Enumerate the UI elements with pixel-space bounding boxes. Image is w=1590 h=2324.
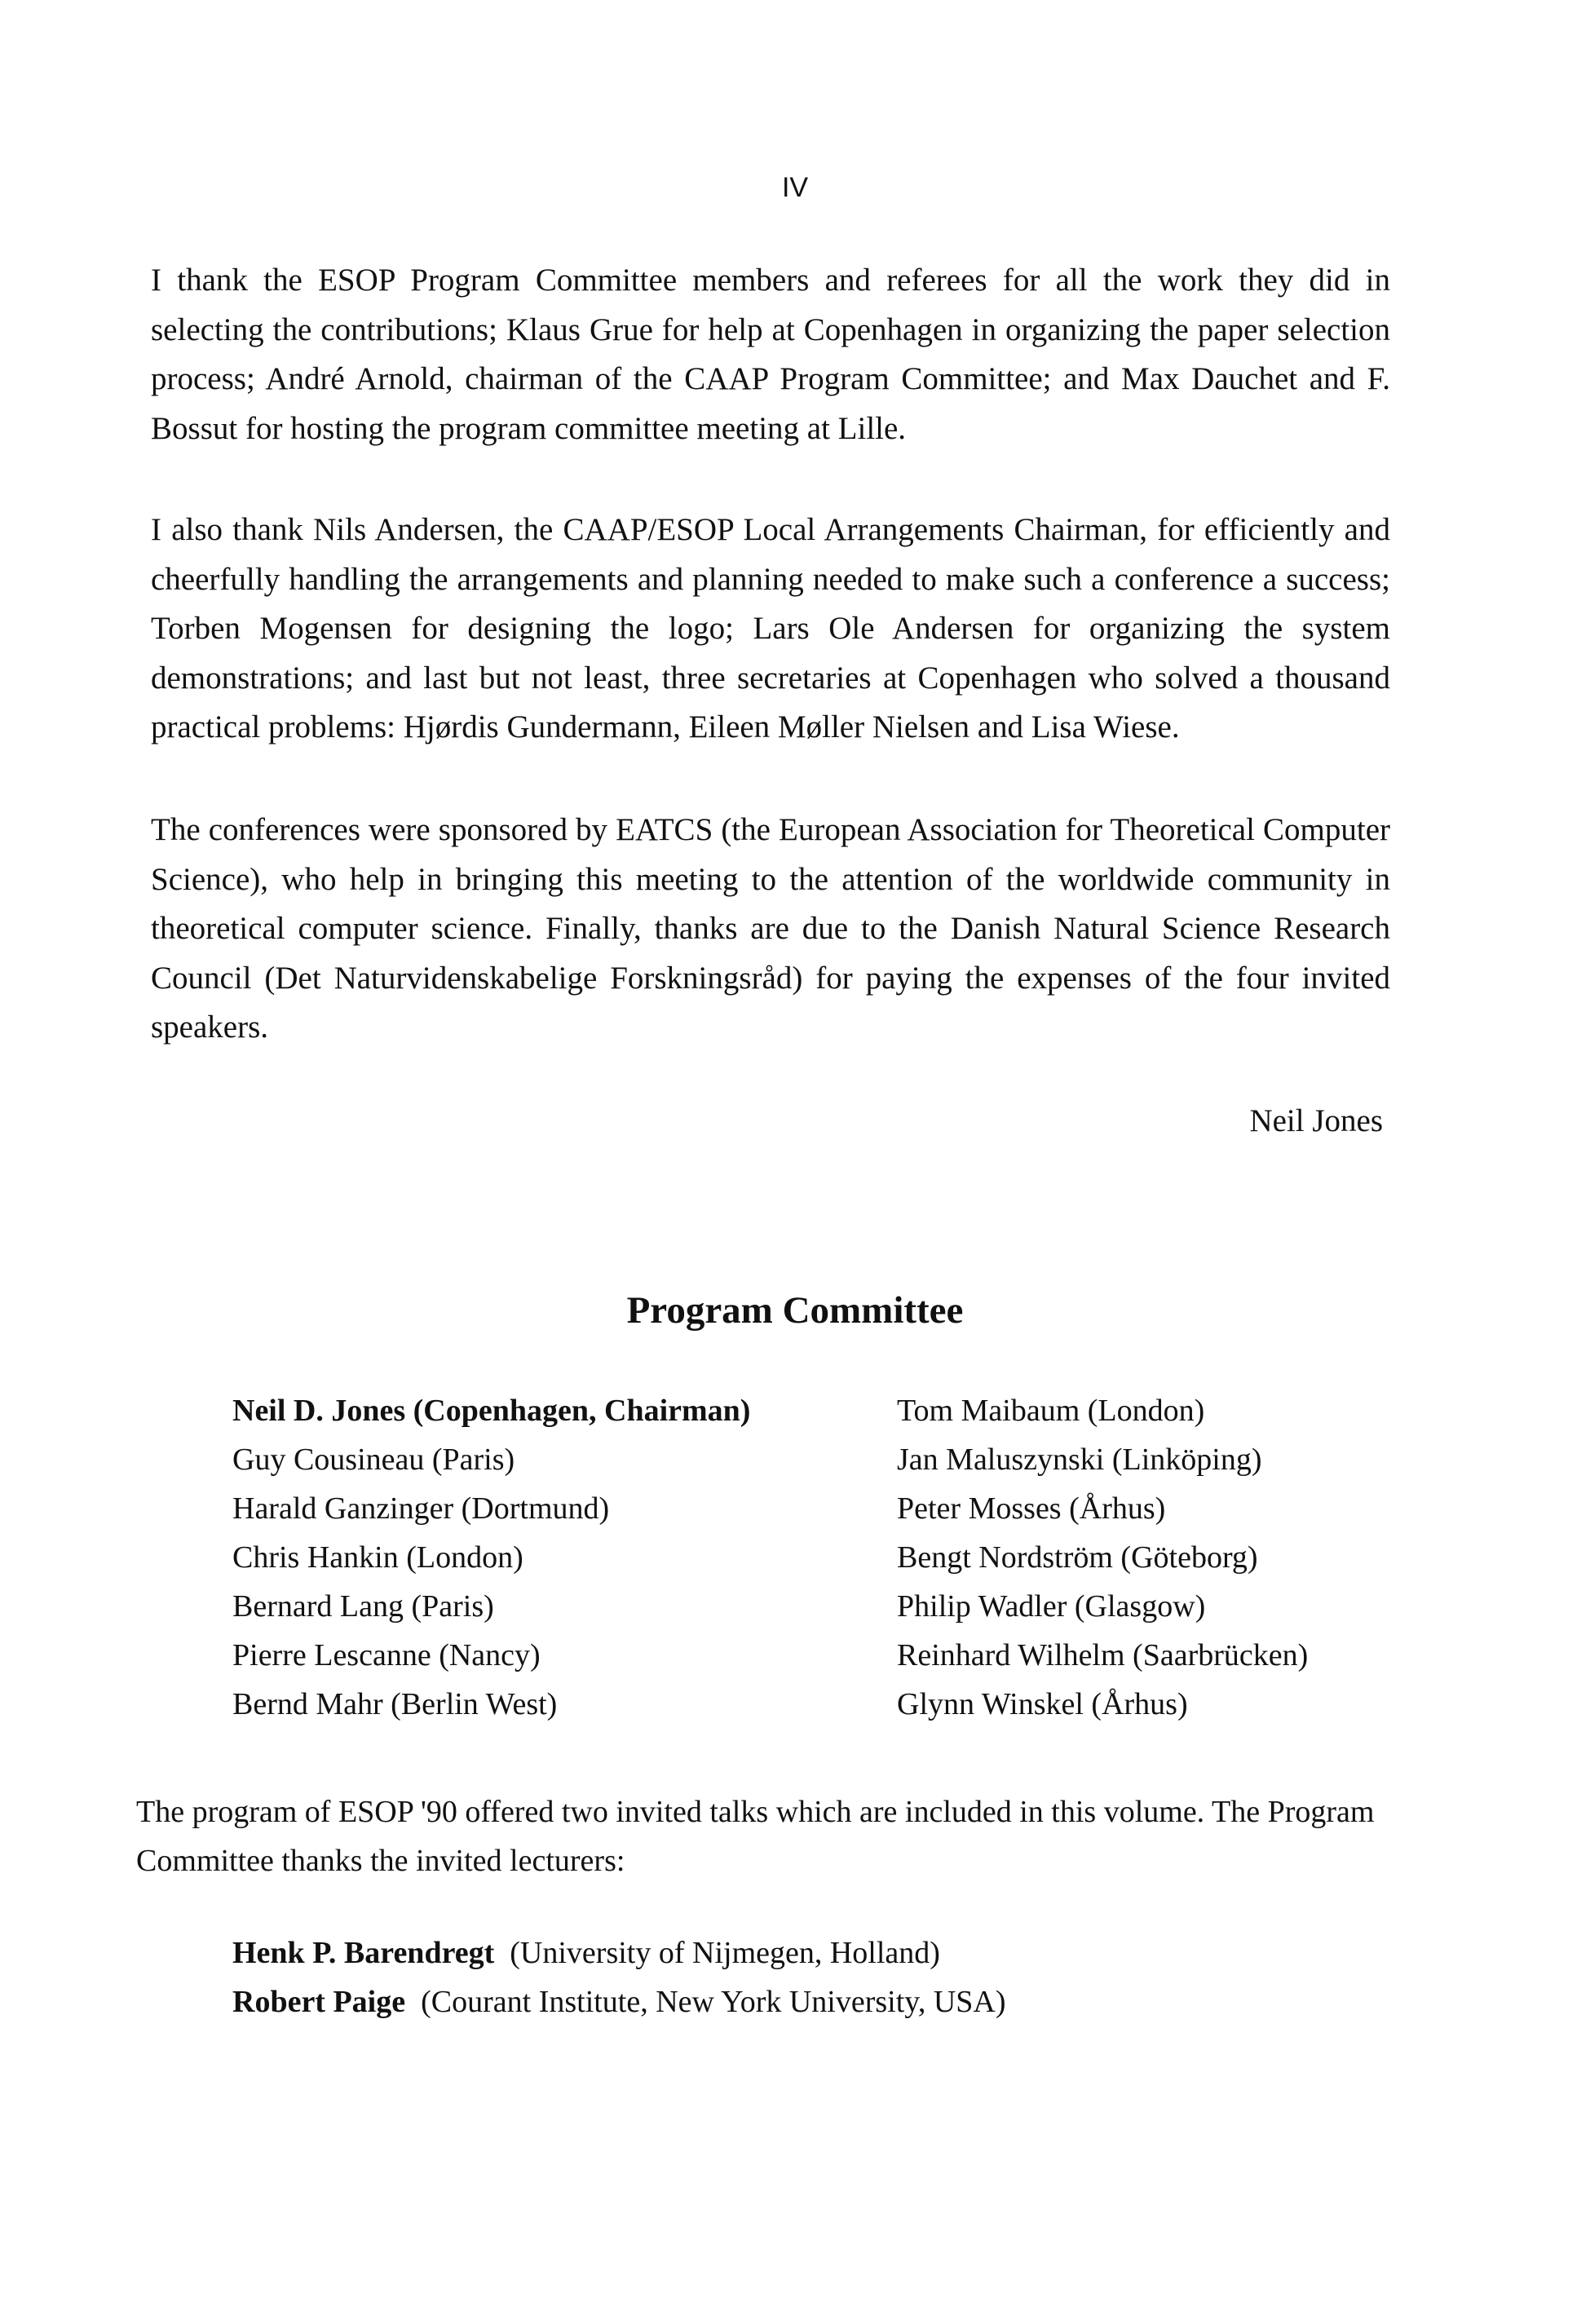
signature: Neil Jones xyxy=(1249,1103,1383,1138)
committee-member: Harald Ganzinger (Dortmund) xyxy=(232,1491,610,1526)
committee-member: Pierre Lescanne (Nancy) xyxy=(232,1638,541,1672)
invited-speaker xyxy=(232,1929,1006,1977)
committee-member: Jan Maluszynski (Linköping) xyxy=(897,1443,1262,1477)
committee-member-chair: Neil D. Jones (Copenhagen, Chairman) xyxy=(232,1394,751,1428)
speaker-name: Henk P. Barendregt xyxy=(232,1936,495,1970)
committee-member: Bernard Lang (Paris) xyxy=(232,1589,494,1624)
acknowledgement-paragraph-3: The conferences were sponsored by EATCS (the European Association for Theoretical Computer Science), who help in bringing this meeting to the attention of the worldwide community in theoretical computer science. Finally, thanks are due to the Danish Natural Science Research Council (Det Naturvidenskabelige Forskningsråd) for paying the expenses of the four invited speakers. xyxy=(151,812,1390,1045)
speaker-affiliation: (University of Nijmegen, Holland) xyxy=(510,1936,940,1970)
committee-member: Bengt Nordström (Göteborg) xyxy=(897,1540,1258,1575)
committee-member: Chris Hankin (London) xyxy=(232,1540,523,1575)
committee-member: Guy Cousineau (Paris) xyxy=(232,1443,515,1477)
program-committee-heading: Program Committee xyxy=(626,1289,964,1332)
committee-right-column xyxy=(897,1386,1308,1729)
acknowledgement-paragraph-1: I thank the ESOP Program Committee members and referees for all the work they did in selecting the contributions; Klaus Grue for help at Copenhagen in organizing the paper selection process; André Arnold, chairman of the CAAP Program Committee; and Max Dauchet and F. Bossut for hosting the program committee meeting at Lille. xyxy=(151,263,1390,446)
page-number: IV xyxy=(781,172,809,203)
invited-talks-intro: The program of ESOP '90 offered two invited talks which are included in this volume. The Program Committee thanks the invited lecturers: xyxy=(136,1795,1375,1878)
committee-member: Bernd Mahr (Berlin West) xyxy=(232,1687,558,1721)
committee-member: Peter Mosses (Århus) xyxy=(897,1491,1166,1526)
committee-member: Glynn Winskel (Århus) xyxy=(897,1687,1188,1721)
acknowledgement-paragraph-2: I also thank Nils Andersen, the CAAP/ESOP Local Arrangements Chairman, for efficiently and cheerfully handling the arrangements and planning needed to make such a conference a success; Torben Mogensen for designing the logo; Lars Ole Andersen for organizing the system demonstrations; and last but not least, three secretaries at Copenhagen who solved a thousand practical problems: Hjørdis Gundermann, Eileen Møller Nielsen and Lisa Wiese. xyxy=(151,512,1390,744)
speaker-affiliation: (Courant Institute, New York University, USA) xyxy=(421,1985,1006,2019)
speaker-name: Robert Paige xyxy=(232,1985,406,2019)
invited-speakers-list xyxy=(232,1929,1006,2026)
committee-member: Philip Wadler (Glasgow) xyxy=(897,1589,1206,1624)
committee-member: Tom Maibaum (London) xyxy=(897,1394,1205,1428)
committee-left-column xyxy=(232,1386,750,1729)
invited-speaker xyxy=(232,1977,1006,2026)
committee-member: Reinhard Wilhelm (Saarbrücken) xyxy=(897,1638,1309,1672)
